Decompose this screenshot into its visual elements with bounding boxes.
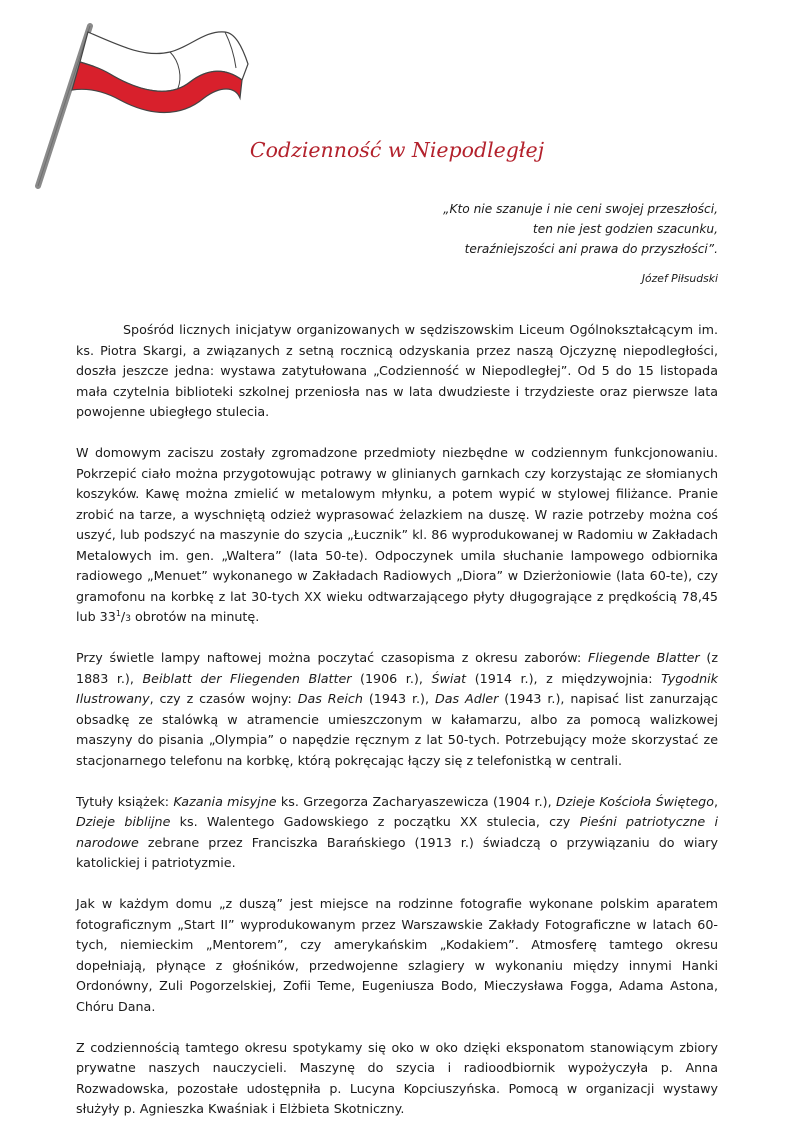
p4-title: Kazania misyjne [173,793,277,809]
p4-text: ks. Walentego Gadowskiego z początku XX stulecia, czy [170,814,580,829]
quote-line-2: ten nie jest godzien szacunku, [532,222,718,236]
p3-title: Beiblatt der Fliegenden Blatter [142,670,352,686]
p4-text: Tytuły książek: [76,793,174,809]
p3-text: , czy z czasów wojny: [149,691,298,706]
fraction-numerator: 1 [115,608,121,618]
p4-title: Dzieje Kościoła Świętego [555,793,714,809]
paragraph-3 [76,648,718,771]
quote-line-3: teraźniejszości ani prawa do przyszłości”. [464,242,718,256]
p3-title: Fliegende Blatter [588,650,700,665]
polish-flag-icon [30,18,260,193]
p4-text: ks. Grzegorza Zacharyaszewicza (1904 r.), [276,793,556,809]
fraction-slash: / [120,609,126,624]
quote-line-1: „Kto nie szanuje i nie ceni swojej przeszłości, [443,202,718,216]
p3-text: (z 1883 r.), [76,650,719,686]
paragraph-2 [76,443,718,628]
article-body [76,320,718,1140]
paragraph-2-end: obrotów na minutę. [130,609,260,624]
paragraph-1: Spośród licznych inicjatyw organizowanych w sędziszowskim Liceum Ogólnokształcącym im. ks. Piotra Skargi, a związanych z setną rocznicą odzyskania przez naszą Ojczyznę niepodległości, doszła jeszcze jedna: wystawa zatytułowana „Codzienność w Niepodległej”. Od 5 do 15 listopada mała czytelnia biblioteki szkolnej przeniosła nas w lata dwudzieste i trzydzieste oraz pierwsze lata powojenne ubiegłego stulecia. [76,322,718,419]
quote-author: Józef Piłsudski [641,272,718,285]
p3-text: (1943 r.), [362,691,435,706]
paragraph-4 [76,792,718,874]
p3-text: (1943 r.), napisać list zanurzając obsadkę ze stalówką w atramencie umieszczonym w kałamarzu, albo za pomocą walizkowej maszyny do pisania „Olympia” o napędzie ręcznym z lat 50-tych. Potrzebujący może skorzystać ze stacjonarnego telefonu na korbkę, którą pokręcając łączy się z telefonistką w centrali. [76,691,718,768]
p3-title: Tygodnik Ilustrowany [76,670,719,706]
p4-text: , [713,793,719,809]
p3-text: (1914 r.), z międzywojnia: [466,670,662,686]
p3-text: (1906 r.), [351,670,432,686]
epigraph-quote [258,199,718,289]
fraction-denominator: 3 [125,614,131,624]
paragraph-6: Z codziennością tamtego okresu spotykamy się oko w oko dzięki eksponatom stanowiącym zbiory prywatne naszych nauczycieli. Maszynę do szycia i radioodbiornik wypożyczyła p. Anna Rozwadowska, pozostałe udostępniła p. Lucyna Kopciuszyńska. Pomocą w organizacji wystawy służyły p. Agnieszka Kwaśniak i Elżbieta Skotniczny. [76,1039,718,1116]
paragraph-2-text: W domowym zaciszu zostały zgromadzone przedmioty niezbędne w codziennym funkcjonowaniu. Pokrzepić ciało można przygotowując potrawy w glinianych garnkach czy korzystając ze słomianych koszyków. Kawę można zmielić w metalowym młynku, a potem wypić w stylowej filiżance. Pranie zrobić na tarze, a wyschniętą odzież wyprasować żelazkiem na duszę. W razie potrzeby można coś uszyć, lub podszyć na maszynie do szycia „Łucznik” kl. 86 wyprodukowanej w Radomiu w Zakładach Metalowych im. gen. „Waltera” (lata 50-te). Odpoczynek umila słuchanie lampowego odbiornika radiowego „Menuet” wykonanego w Zakładach Radiowych „Diora” w Dzierżoniowie (lata 60-te), czy gramofonu na korbkę z lat 30-tych XX wieku odtwarzającego płyty długogrające z prędkością 78,45 lub 33 [76,445,718,624]
p3-text: Przy świetle lampy naftowej można poczytać czasopisma z okresu zaborów: [76,650,589,665]
p4-text: zebrane przez Franciszka Barańskiego (1913 r.) świadczą o przywiązaniu do wiary katolickiej i patriotyzmie. [76,834,718,870]
p3-title: Das Adler [434,691,499,706]
page-title: Codzienność w Niepodległej [249,138,545,162]
p3-title: Das Reich [297,691,363,706]
p3-title: Świat [431,670,467,686]
p4-title: Pieśni patriotyczne i narodowe [76,814,718,850]
paragraph-5: Jak w każdym domu „z duszą” jest miejsce na rodzinne fotografie wykonane polskim aparatem fotograficznym „Start II” wyprodukowanym przez Warszawskie Zakłady Fotograficzne w latach 60-tych, niemieckim „Mentorem”, czy amerykańskim „Kodakiem”. Atmosferę tamtego okresu dopełniają, płynące z głośników, przedwojenne szlagiery w wykonaniu między innymi Hanki Ordonówny, Zuli Pogorzelskiej, Zofii Teme, Eugeniusza Bodo, Mieczysława Fogga, Adama Astona, Chóru Dana. [76,896,718,1014]
p4-title: Dzieje biblijne [76,814,171,829]
